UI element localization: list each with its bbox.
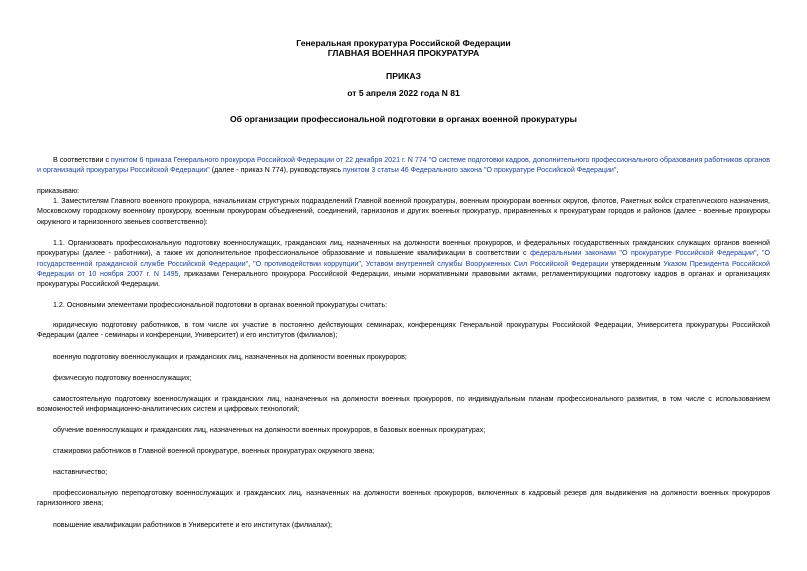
list-item-qualification: повышение квалификации работников в Университете и его институтах (филиалах); [53,521,333,529]
clause-1-1-text-4: , [360,259,366,268]
clause-1-2: 1.2. Основными элементами профессиональной подготовки в органах военной прокуратуры считать: [53,301,388,309]
list-item-legal-training: юридическую подготовку работников, в том числе их участие в постоянно действующих семинарах, конференциях Генеральной прокуратуры Российской Федерации, Университета прокуратуры Российской Федерации (далее - семинары и конференции, Университет) и его институтов (филиалов); [37,321,770,340]
preamble-paragraph [37,155,770,176]
list-item-self-training: самостоятельную подготовку военнослужащих и гражданских лиц, назначенных на должности военных прокуроров, по индивидуальным планам профессионального развития, в том числе с использованием возможностей информационно-аналитических систем и цифровых технологий; [37,395,770,414]
clause-1-1-text-5: утвержденным [608,259,664,268]
document-date: от 5 апреля 2022 года N 81 [347,88,460,98]
list-item-internships: стажировки работников в Главной военной прокуратуре, военных прокуратурах окружного звена; [53,447,375,455]
presidential-decree-link[interactable]: Указом Президента Российской Федерации от 10 ноября 2007 г. N 1495 [37,259,770,278]
preamble-text-3: , [616,166,619,175]
list-item-retraining: профессиональную переподготовку военнослужащих и гражданских лиц, назначенных на должности военных прокуроров, включенных в кадровый резерв для выдвижения на должности военных прокуроров гарнизонного звена; [37,489,770,508]
clause-1-1-text-1: 1.1. Организовать профессиональную подготовку военнослужащих, гражданских лиц, назначенных на должности военных прокуроров, и федеральных государственных гражданских служащих органов военной прокуратуры (далее - работники), а также их дополнительное профессиональное образование и повышение квалификации в соответствии с [37,239,770,258]
list-item-base-training: обучение военнослужащих и гражданских лиц, назначенных на должности военных прокуроров, в базовых военных прокуратурах; [53,426,486,434]
order-774-link[interactable]: пунктом 6 приказа Генерального прокурора Российской Федерации от 22 декабря 2021 г. N 774 "О системе подготовки кадров, дополнительного профессионального образования работников органов и организаций прокуратуры Российской Федерации" [37,156,770,175]
clause-1: 1. Заместителям Главного военного прокурора, начальникам структурных подразделений Главной военной прокуратуры, военным прокурорам военных округов, флотов, Ракетных войск стратегического назначения, Московскому городскому военному прокурору, военным прокурорам объединений, соединений, гарнизонов и других военных прокуратур, приравненных к прокуратурам городов и районов (далее - военные прокуроры окружного и гарнизонного звеньев соответственно): [37,197,770,226]
clause-1-1-text-3: , [248,259,254,268]
internal-service-charter-link[interactable]: Уставом внутренней службы Вооруженных Сил Российской Федерации [365,259,609,268]
federal-laws-link[interactable]: федеральными законами "О прокуратуре Российской Федерации" [530,249,757,258]
anti-corruption-law-link[interactable]: "О противодействии коррупции" [253,259,361,268]
clause-1-1 [37,238,770,289]
prosecution-law-link[interactable]: пунктом 3 статьи 46 Федерального закона "О прокуратуре Российской Федерации" [343,166,617,175]
document-title: Об организации профессиональной подготовки в органах военной прокуратуры [230,114,577,124]
issuer-name: Генеральная прокуратура Российской Федерации [296,38,511,48]
clause-1-1-text-6: , приказами Генерального прокурора Российской Федерации, иными нормативными правовыми актами, регламентирующими подготовку кадров в органах и организациях прокуратуры Российской Федерации. [37,269,770,289]
preamble-text-1: В соответствии с [53,156,112,164]
list-item-mentoring: наставничество; [53,468,108,476]
clause-1-1-text-2: , [756,249,762,258]
preamble-text-2: (далее - приказ N 774), руководствуясь [209,166,343,175]
list-item-physical-training: физическую подготовку военнослужащих; [53,374,192,382]
document-type: ПРИКАЗ [386,71,421,81]
order-verb: приказываю: [37,187,80,195]
issuer-subdivision: ГЛАВНАЯ ВОЕННАЯ ПРОКУРАТУРА [327,48,480,58]
list-item-military-training: военную подготовку военнослужащих и гражданских лиц, назначенных на должности военных прокуроров; [53,353,407,361]
civil-service-law-link[interactable]: "О государственной гражданской службе Российской Федерации" [37,249,770,268]
